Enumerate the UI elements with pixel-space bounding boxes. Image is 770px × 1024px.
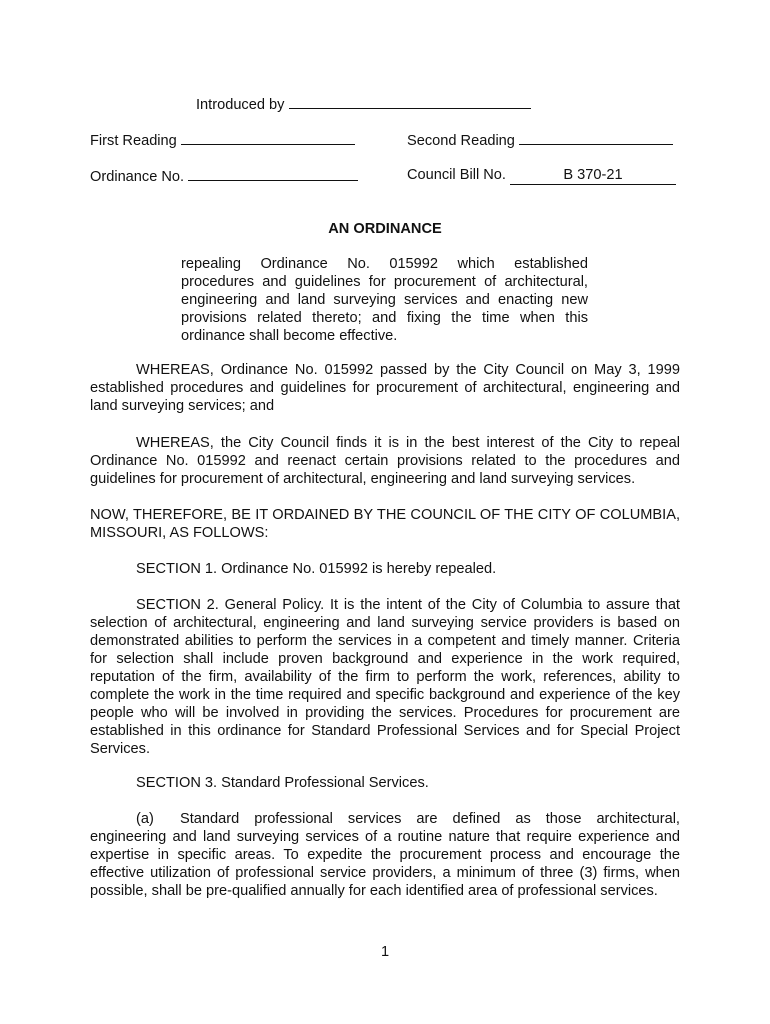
second-reading-blank (519, 130, 673, 145)
section-3a-text: Standard professional services are defined as those architectural, engineering and land surveying services of a routine nature that require experience and expertise in specific areas. To expedite the procurement process and encourage the effective utilization of professional service providers, a minimum of three (3) firms, when possible, shall be pre-qualified annually for each identified area of professional services. (90, 811, 680, 899)
first-reading-label: First Reading (90, 133, 177, 149)
section-3a-marker: (a) (136, 811, 154, 827)
second-reading-label: Second Reading (407, 133, 515, 149)
section-3-heading-text: SECTION 3. Standard Professional Services. (136, 775, 429, 791)
now-therefore-paragraph (90, 506, 680, 542)
introduced-by-blank (289, 94, 531, 109)
whereas-1-text: WHEREAS, Ordinance No. 015992 passed by the City Council on May 3, 1999 established procedures and guidelines for procurement of architectural, engineering and land surveying services; and (90, 362, 680, 414)
page-number: 1 (380, 944, 390, 960)
ordinance-no-blank (188, 166, 358, 181)
whereas-2-text: WHEREAS, the City Council finds it is in the best interest of the City to repeal Ordinance No. 015992 and reenact certain provisions related to the procedures and guidelines for procurement of architectural, engineering and land surveying services. (90, 435, 680, 487)
first-reading-blank (181, 130, 355, 145)
council-bill-field (407, 166, 676, 185)
ordinance-no-label: Ordinance No. (90, 169, 185, 185)
first-reading-field (90, 130, 355, 150)
section-1-text: SECTION 1. Ordinance No. 015992 is hereby repealed. (136, 561, 497, 577)
whereas-paragraph-2 (90, 434, 680, 488)
council-bill-value: B 370-21 (510, 166, 676, 185)
ordinance-no-field (90, 166, 358, 186)
section-2-paragraph (90, 596, 680, 758)
introduced-by-label: Introduced by (196, 97, 285, 113)
ordinance-summary: repealing Ordinance No. 015992 which established procedures and guidelines for procurement of architectural, engineering and land surveying services and enacting new provisions related thereto; and fixing the time when this ordinance shall become effective. (181, 256, 588, 344)
section-2-text: SECTION 2. General Policy. It is the intent of the City of Columbia to assure that selection of architectural, engineering and land surveying service providers is based on demonstrated abilities to perform the services in a competent and timely manner. Criteria for selection shall include proven background and experience in the work required, reputation of the firm, availability of the firm to perform the work, references, ability to complete the work in the time required and specific background and experience of the key people who will be involved in providing the services. Procedures for procurement are established in this ordinance for Standard Professional Services and for Special Project Services. (90, 597, 680, 757)
second-reading-field (407, 130, 673, 150)
introduced-by-field (196, 94, 531, 114)
document-title: AN ORDINANCE (328, 221, 442, 237)
now-therefore-text: NOW, THEREFORE, BE IT ORDAINED BY THE COUNCIL OF THE CITY OF COLUMBIA, MISSOURI, AS FOLLOWS: (90, 507, 680, 541)
whereas-paragraph-1 (90, 361, 680, 415)
section-3a-paragraph (90, 810, 680, 900)
section-1-paragraph (90, 560, 680, 578)
council-bill-label: Council Bill No. (407, 167, 506, 183)
section-3-heading (90, 774, 680, 792)
